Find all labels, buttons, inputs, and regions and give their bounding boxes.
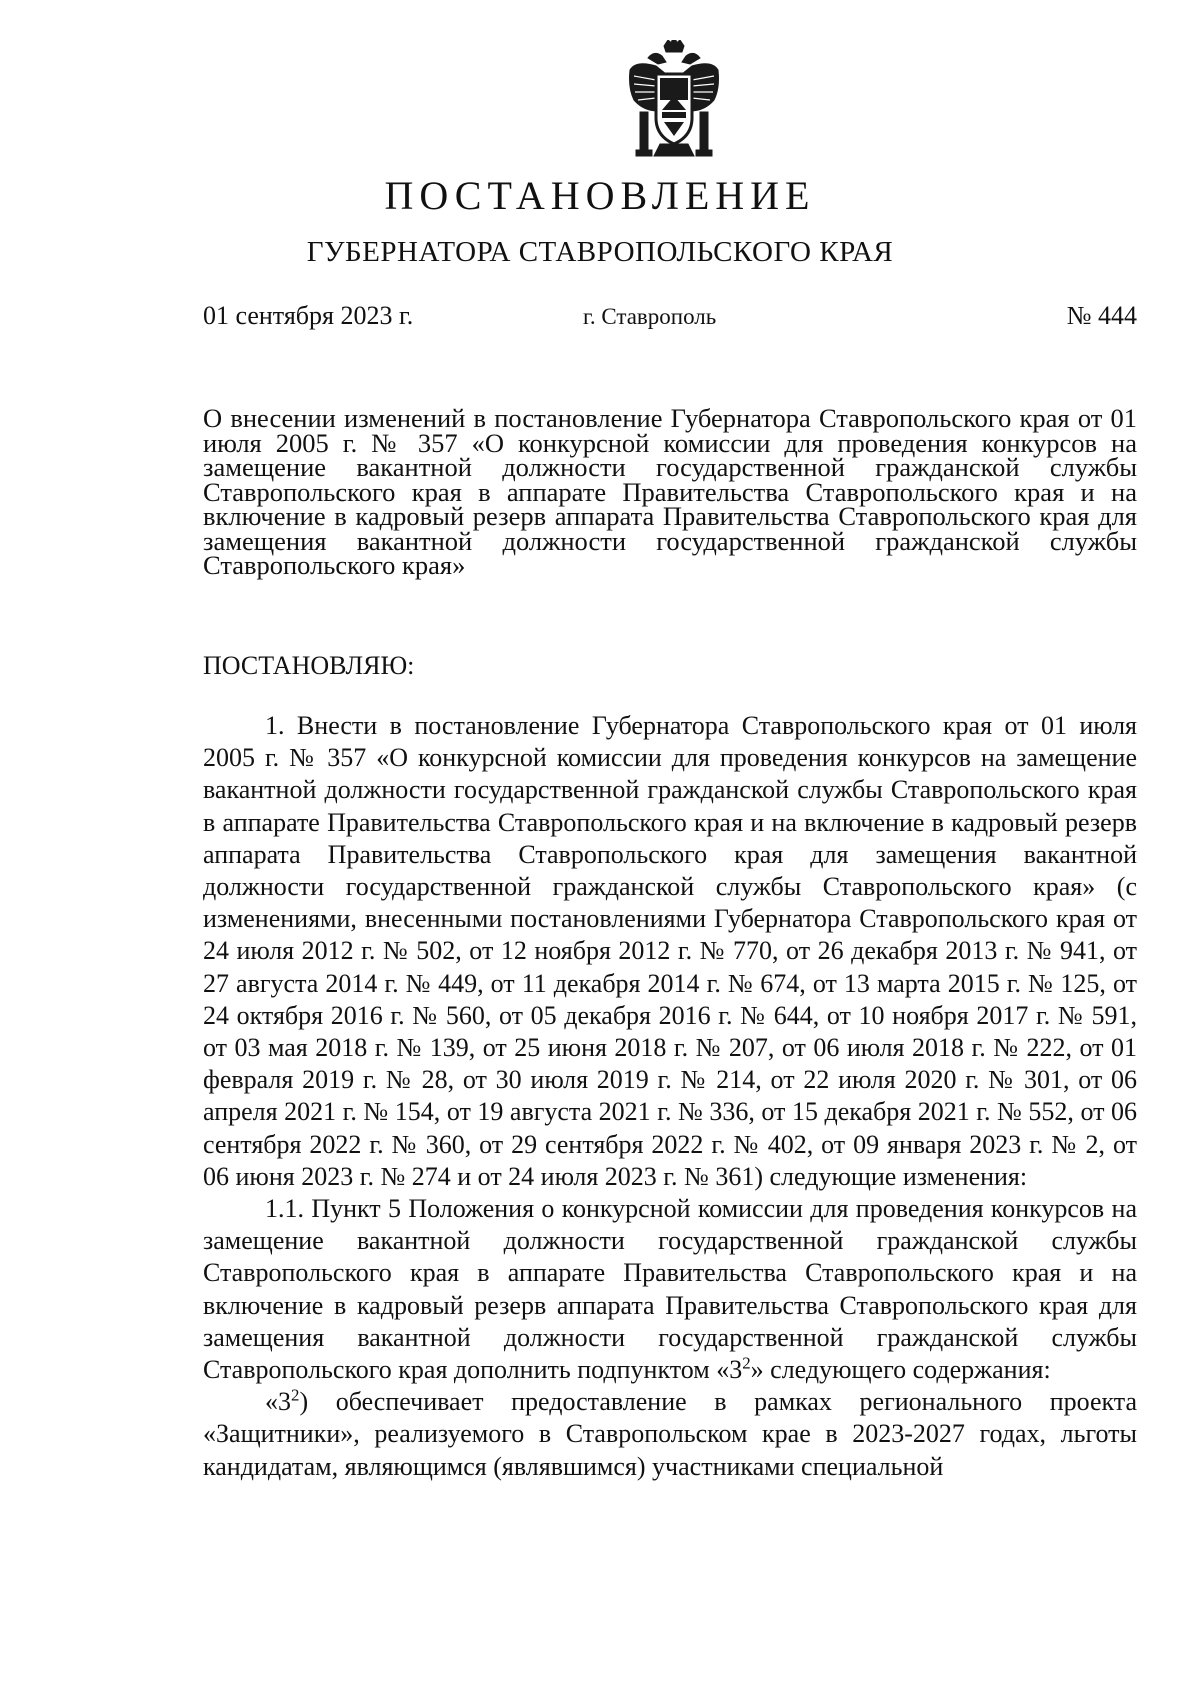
superscript: 2	[742, 1353, 751, 1373]
document-subject: О внесении изменений в постановление Губернатора Ставропольского края от 01 июля 2005 г. № 357 «О конкурсной комиссии для проведения конкурсов на замещение вакантной должности государственной гражданской службы Ставропольского края в аппарате Правительства Ставропольского края и на включение в кадровый резерв аппарата Правительства Ставропольского края для замещения вакантной должности государственной гражданской службы Ставропольского края»	[203, 403, 1137, 580]
document-date: 01 сентября 2023 г.	[203, 301, 414, 330]
document-number: № 444	[1066, 301, 1137, 330]
paragraph-1-1-tail: » следующего содержания:	[750, 1355, 1051, 1385]
document-subtitle: ГУБЕРНАТОРА СТАВРОПОЛЬСКОГО КРАЯ	[306, 236, 894, 268]
decree-word: ПОСТАНОВЛЯЮ:	[203, 651, 415, 680]
superscript: 2	[291, 1385, 300, 1405]
document-city: г. Ставрополь	[583, 304, 717, 329]
paragraph-quote	[203, 1386, 1137, 1483]
document-meta	[203, 298, 1137, 334]
paragraph-1-1	[203, 1193, 1137, 1386]
coat-of-arms-icon	[626, 40, 722, 158]
paragraph-quote-start: «3	[265, 1387, 291, 1417]
document-body	[203, 710, 1137, 1483]
paragraph-quote-text: ) обеспечивает предоставление в рамках регионального проекта «Защитники», реализуемого в Ставропольском крае в 2023-2027 годах, льготы кандидатам, являющимся (являвшимся) участниками специальной	[203, 1387, 1137, 1481]
document-title: ПОСТАНОВЛЕНИЕ	[384, 173, 816, 218]
paragraph-1: 1. Внести в постановление Губернатора Ставропольского края от 01 июля 2005 г. № 357 «О конкурсной комиссии для проведения конкурсов на замещение вакантной должности государственной гражданской службы Ставропольского края в аппарате Правительства Ставропольского края и на включение в кадровый резерв аппарата Правительства Ставропольского края для замещения вакантной должности государственной гражданской службы Ставропольского края» (с изменениями, внесенными постановлениями Губернатора Ставропольского края от 24 июля 2012 г. № 502, от 12 ноября 2012 г. № 770, от 26 декабря 2013 г. № 941, от 27 августа 2014 г. № 449, от 11 декабря 2014 г. № 674, от 13 марта 2015 г. № 125, от 24 октября 2016 г. № 560, от 05 декабря 2016 г. № 644, от 10 ноября 2017 г. № 591, от 03 мая 2018 г. № 139, от 25 июня 2018 г. № 207, от 06 июля 2018 г. № 222, от 01 февраля 2019 г. № 28, от 30 июля 2019 г. № 214, от 22 июля 2020 г. № 301, от 06 апреля 2021 г. № 154, от 19 августа 2021 г. № 336, от 15 декабря 2021 г. № 552, от 06 сентября 2022 г. № 360, от 29 сентября 2022 г. № 402, от 09 января 2023 г. № 2, от 06 июня 2023 г. № 274 и от 24 июля 2023 г. № 361) следующие изменения:	[203, 711, 1137, 1191]
paragraph-1-1-text: 1.1. Пункт 5 Положения о конкурсной комиссии для проведения конкурсов на замещение вакантной должности государственной гражданской службы Ставропольского края в аппарате Правительства Ставропольского края и на включение в кадровый резерв аппарата Правительства Ставропольского края для замещения вакантной должности государственной гражданской службы Ставропольского края дополнить подпунктом «3	[203, 1194, 1137, 1385]
